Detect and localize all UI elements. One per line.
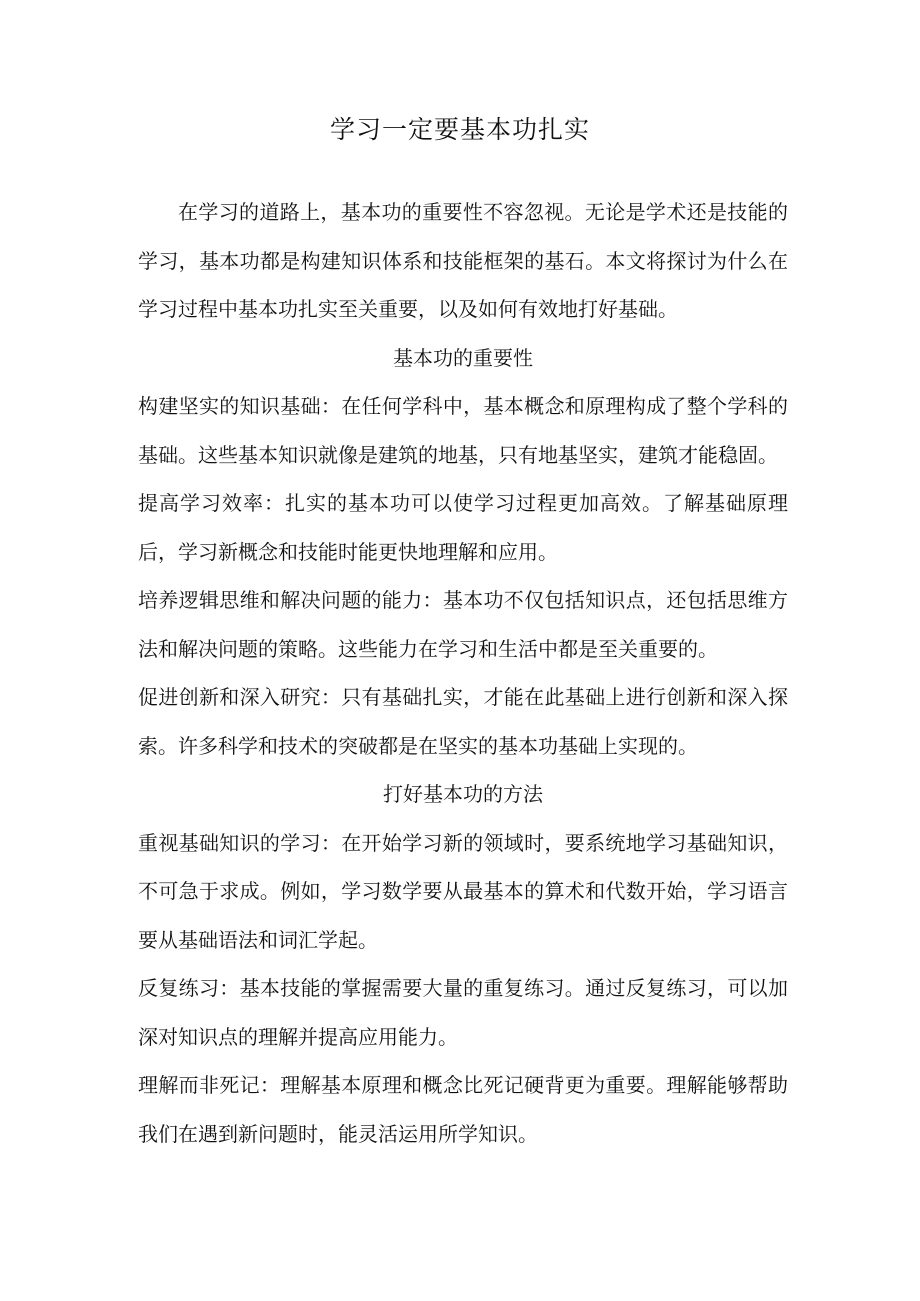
importance-paragraph-1: 构建坚实的知识基础：在任何学科中，基本概念和原理构成了整个学科的基础。这些基本知识就像是建筑的地基，只有地基坚实，建筑才能稳固。: [138, 394, 788, 467]
methods-paragraph-2: 反复练习：基本技能的掌握需要大量的重复练习。通过反复练习，可以加深对知识点的理解并提高应用能力。: [138, 976, 788, 1049]
methods-paragraph-3: 理解而非死记：理解基本原理和概念比死记硬背更为重要。理解能够帮助我们在遇到新问题时，能灵活运用所学知识。: [138, 1073, 788, 1146]
importance-paragraph-2: 提高学习效率：扎实的基本功可以使学习过程更加高效。了解基础原理后，学习新概念和技能时能更快地理解和应用。: [138, 491, 788, 564]
importance-paragraph-4: 促进创新和深入研究：只有基础扎实，才能在此基础上进行创新和深入探索。许多科学和技术的突破都是在坚实的基本功基础上实现的。: [138, 685, 788, 758]
section-heading-methods: 打好基本功的方法: [383, 782, 543, 806]
section-heading-importance: 基本功的重要性: [393, 345, 533, 370]
importance-paragraph-3: 培养逻辑思维和解决问题的能力：基本功不仅包括知识点，还包括思维方法和解决问题的策略。这些能力在学习和生活中都是至关重要的。: [138, 588, 788, 661]
document-body: [138, 188, 788, 1158]
intro-paragraph: 在学习的道路上，基本功的重要性不容忽视。无论是学术还是技能的学习，基本功都是构建知识体系和技能框架的基石。本文将探讨为什么在学习过程中基本功扎实至关重要，以及如何有效地打好基础。: [138, 200, 788, 321]
document-title: 学习一定要基本功扎实: [329, 115, 590, 144]
methods-paragraph-1: 重视基础知识的学习：在开始学习新的领域时，要系统地学习基础知识，不可急于求成。例如，学习数学要从最基本的算术和代数开始，学习语言要从基础语法和词汇学起。: [138, 830, 788, 952]
